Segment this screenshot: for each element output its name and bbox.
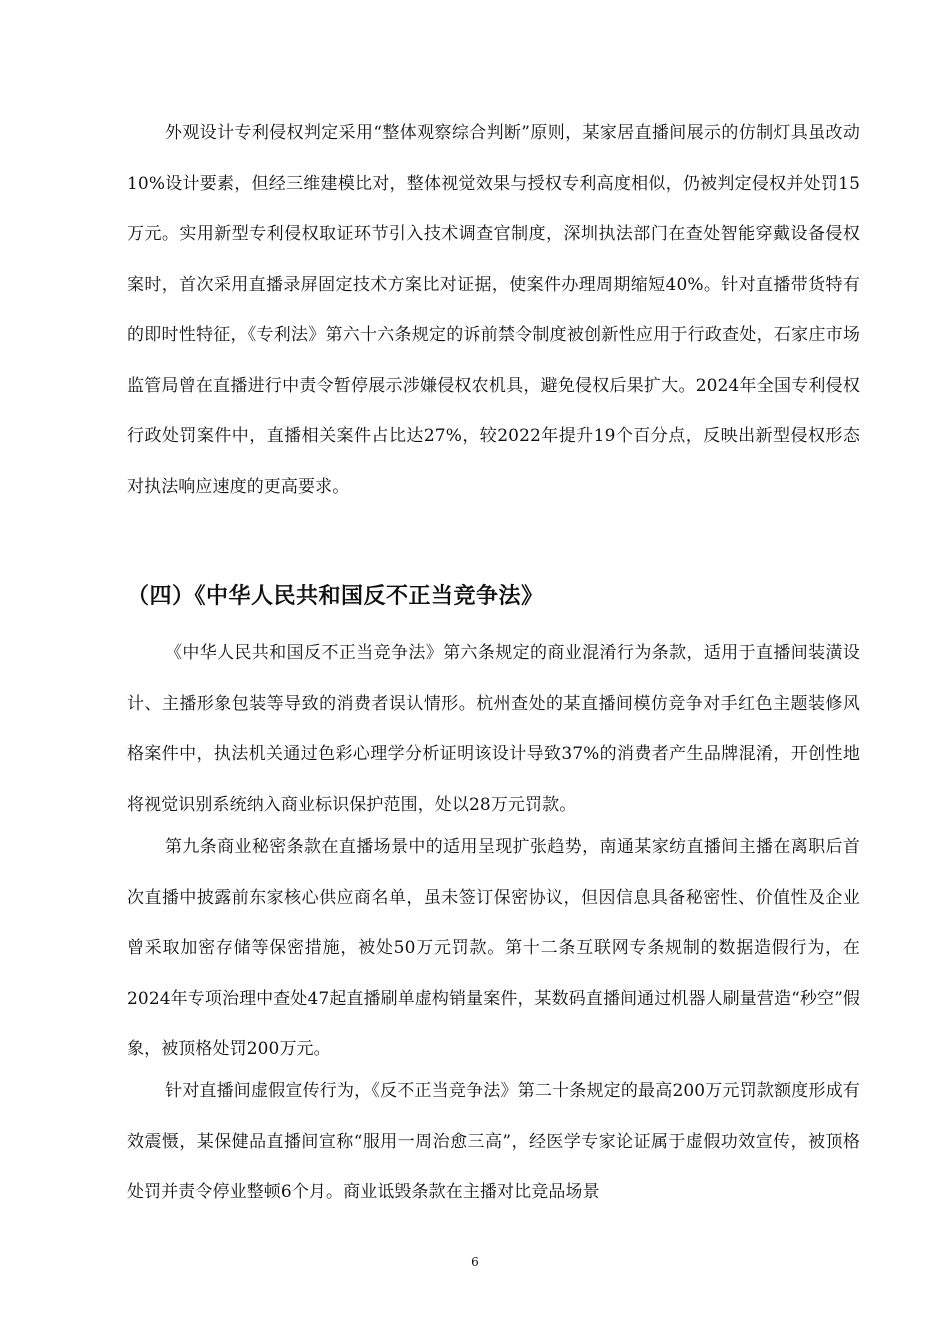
body-paragraph-1: 外观设计专利侵权判定采用“整体观察综合判断”原则，某家居直播间展示的仿制灯具虽改动10%设计要素，但经三维建模比对，整体视觉效果与授权专利高度相似，仍被判定侵权并处罚15万元。实用新型专利侵权取证环节引入技术调查官制度，深圳执法部门在查处智能穿戴设备侵权案时，首次采用直播录屏固定技术方案比对证据，使案件办理周期缩短40%。针对直播带货特有的即时性特征，《专利法》第六十六条规定的诉前禁令制度被创新性应用于行政查处，石家庄市场监管局曾在直播进行中责令暂停展示涉嫌侵权农机具，避免侵权后果扩大。2024年全国专利侵权行政处罚案件中，直播相关案件占比达27%，较2022年提升19个百分点，反映出新型侵权形态对执法响应速度的更高要求。: [127, 123, 860, 497]
section-heading: （四）《中华人民共和国反不正当竞争法》: [127, 584, 544, 609]
body-paragraph-2: 《中华人民共和国反不正当竞争法》第六条规定的商业混淆行为条款，适用于直播间装潢设计、主播形象包装等导致的消费者误认情形。杭州查处的某直播间模仿竞争对手红色主题装修风格案件中，执法机关通过色彩心理学分析证明该设计导致37%的消费者产生品牌混淆，开创性地将视觉识别系统纳入商业标识保护范围，处以28万元罚款。: [127, 643, 860, 815]
page-number: 6: [471, 1255, 479, 1269]
body-paragraph-4: 针对直播间虚假宣传行为，《反不正当竞争法》第二十条规定的最高200万元罚款额度形成有效震慑，某保健品直播间宣称“服用一周治愈三高”，经医学专家论证属于虚假功效宣传，被顶格处罚并责令停业整顿6个月。商业诋毁条款在主播对比竞品场景: [127, 1081, 860, 1202]
body-paragraph-3: 第九条商业秘密条款在直播场景中的适用呈现扩张趋势，南通某家纺直播间主播在离职后首次直播中披露前东家核心供应商名单，虽未签订保密协议，但因信息具备秘密性、价值性及企业曾采取加密存储等保密措施，被处50万元罚款。第十二条互联网专条规制的数据造假行为，在2024年专项治理中查处47起直播刷单虚构销量案件，某数码直播间通过机器人刷量营造“秒空”假象，被顶格处罚200万元。: [127, 837, 860, 1059]
